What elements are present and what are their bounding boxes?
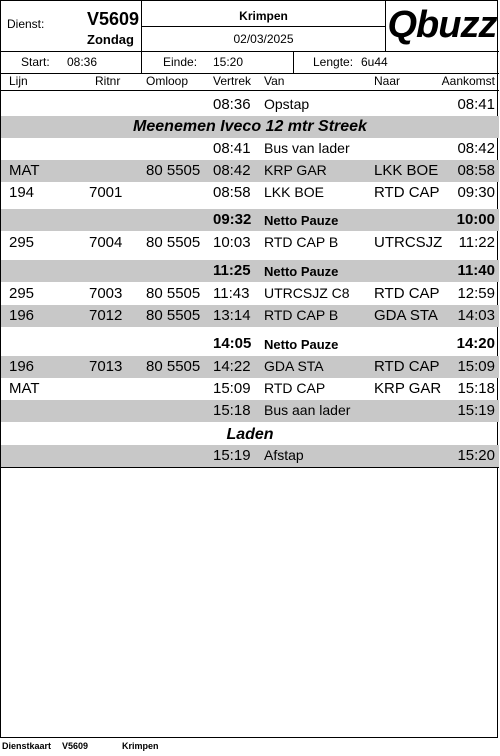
col-aankomst: Aankomst	[441, 74, 495, 88]
van: RTD CAP B	[264, 307, 339, 323]
van: Bus van lader	[264, 140, 350, 156]
omloop: 80 5505	[146, 307, 201, 324]
schedule-row	[1, 94, 499, 116]
schedule-row	[1, 138, 499, 160]
naar: RTD CAP	[374, 285, 440, 302]
naar: KRP GAR	[374, 380, 442, 397]
schedule-row	[1, 283, 499, 305]
vertrek: 15:18	[213, 402, 251, 419]
van: UTRCSJZ C8	[264, 285, 350, 301]
vertrek: 13:14	[213, 307, 251, 324]
naar: UTRCSJZ	[374, 234, 443, 251]
header	[1, 1, 499, 52]
ritnr: 7001	[89, 184, 123, 201]
aankomst: 15:20	[457, 447, 495, 464]
col-ritnr: Ritnr	[95, 74, 121, 88]
van: Netto Pauze	[264, 213, 339, 228]
pause-row	[1, 260, 499, 282]
aankomst: 12:59	[457, 285, 495, 302]
aankomst: 08:58	[457, 162, 495, 179]
aankomst: 08:41	[457, 96, 495, 113]
schedule-row	[1, 160, 499, 182]
aankomst: 15:19	[457, 402, 495, 419]
vertrek: 08:42	[213, 162, 251, 179]
schedule-row	[1, 305, 499, 327]
lijn: 295	[9, 234, 35, 251]
naar: LKK BOE	[374, 162, 439, 179]
ritnr: 7004	[89, 234, 123, 251]
van: KRP GAR	[264, 162, 327, 178]
vertrek: 11:43	[213, 285, 250, 302]
omloop: 80 5505	[146, 162, 201, 179]
schedule-row	[1, 400, 499, 422]
schedule-row	[1, 378, 499, 400]
dienst-code: V5609	[87, 9, 140, 29]
van: Afstap	[264, 447, 304, 463]
lijn: 194	[9, 184, 35, 201]
dienst-label: Dienst:	[7, 17, 45, 31]
footer-code: V5609	[62, 741, 89, 751]
vertrek: 14:05	[213, 335, 252, 352]
section-title: Laden	[226, 426, 274, 443]
naar: RTD CAP	[374, 184, 440, 201]
aankomst: 11:22	[458, 234, 495, 251]
vertrek: 08:58	[213, 184, 251, 201]
lijn: 196	[9, 307, 35, 324]
col-lijn: Lijn	[9, 74, 28, 88]
omloop: 80 5505	[146, 234, 201, 251]
van: Netto Pauze	[264, 264, 339, 279]
omloop: 80 5505	[146, 285, 201, 302]
footer-location: Krimpen	[122, 741, 159, 751]
schedule-row	[1, 356, 499, 378]
ritnr: 7003	[89, 285, 123, 302]
vertrek: 15:09	[213, 380, 251, 397]
van: RTD CAP	[264, 380, 326, 396]
van: Opstap	[264, 96, 310, 112]
van: LKK BOE	[264, 184, 324, 200]
van: Netto Pauze	[264, 337, 339, 352]
column-header	[1, 73, 499, 91]
vertrek: 14:22	[213, 358, 251, 375]
col-vertrek: Vertrek	[213, 74, 252, 88]
van: GDA STA	[264, 358, 324, 374]
naar: GDA STA	[374, 307, 438, 324]
qbuzz-logo: Qbuzz	[387, 4, 497, 46]
divider	[142, 26, 385, 27]
ritnr: 7012	[89, 307, 123, 324]
vertrek: 08:41	[213, 140, 251, 157]
aankomst: 11:40	[457, 262, 495, 279]
location: Krimpen	[239, 9, 288, 23]
divider	[141, 51, 142, 73]
aankomst: 14:03	[457, 307, 495, 324]
divider	[293, 51, 294, 73]
col-omloop: Omloop	[146, 74, 189, 88]
lijn: 196	[9, 358, 35, 375]
vertrek: 08:36	[213, 96, 251, 113]
summary-bar	[1, 51, 499, 74]
lijn: MAT	[9, 380, 40, 397]
table-end-divider	[1, 467, 499, 468]
date: 02/03/2025	[233, 32, 294, 46]
schedule-row	[1, 232, 499, 254]
vertrek: 10:03	[213, 234, 251, 251]
dienst-day: Zondag	[87, 32, 134, 47]
schedule-row	[1, 445, 499, 467]
schedule-row	[1, 182, 499, 204]
ritnr: 7013	[89, 358, 123, 375]
van: RTD CAP B	[264, 234, 339, 250]
pause-row	[1, 333, 499, 355]
lijn: MAT	[9, 162, 40, 179]
aankomst: 08:42	[457, 140, 495, 157]
aankomst: 14:20	[456, 335, 495, 352]
einde-value: 15:20	[213, 55, 244, 69]
lengte-value: 6u44	[361, 55, 388, 69]
footer-label: Dienstkaart	[2, 741, 52, 751]
vertrek: 09:32	[213, 211, 252, 228]
lengte-label: Lengte:	[313, 55, 354, 69]
divider	[385, 1, 386, 51]
start-label: Start:	[21, 55, 50, 69]
col-van: Van	[264, 74, 285, 88]
lijn: 295	[9, 285, 35, 302]
vertrek: 11:25	[213, 262, 251, 279]
aankomst: 15:18	[457, 380, 495, 397]
col-naar: Naar	[374, 74, 401, 88]
section-title: Meenemen Iveco 12 mtr Streek	[1, 116, 499, 138]
aankomst: 15:09	[457, 358, 495, 375]
van: Bus aan lader	[264, 402, 351, 418]
omloop: 80 5505	[146, 358, 201, 375]
naar: RTD CAP	[374, 358, 440, 375]
start-value: 08:36	[67, 55, 98, 69]
aankomst: 10:00	[456, 211, 495, 228]
pause-row	[1, 209, 499, 231]
einde-label: Einde:	[163, 55, 198, 69]
aankomst: 09:30	[457, 184, 495, 201]
vertrek: 15:19	[213, 447, 251, 464]
